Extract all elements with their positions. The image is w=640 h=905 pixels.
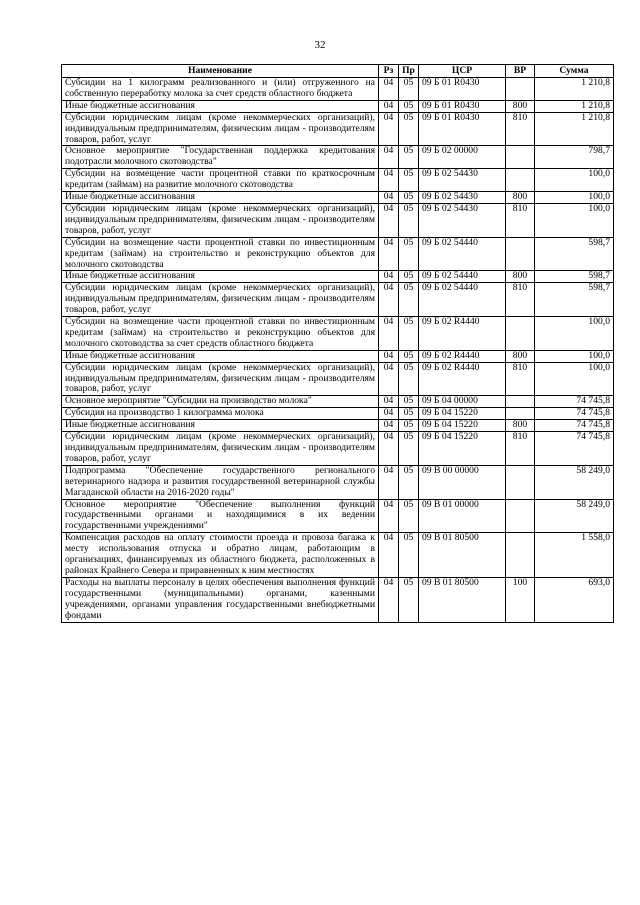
row-pr: 05 — [399, 169, 419, 192]
row-vr: 810 — [506, 362, 535, 396]
row-rz: 04 — [379, 112, 399, 146]
table-row — [62, 408, 614, 420]
row-vr — [506, 465, 535, 499]
row-rz: 04 — [379, 362, 399, 396]
table-row — [62, 271, 614, 283]
row-pr: 05 — [399, 499, 419, 533]
row-name: Иные бюджетные ассигнования — [62, 350, 379, 362]
row-sum: 1 558,0 — [535, 533, 614, 578]
row-csr: 09 Б 04 15220 — [419, 420, 506, 432]
row-name: Расходы на выплаты персоналу в целях обеспечения выполнения функций государственными (муниципальными) органами, казенными учреждениями, органами управления государственными внебюджетными фондами — [62, 577, 379, 622]
row-csr: 09 Б 04 15220 — [419, 408, 506, 420]
row-vr — [506, 317, 535, 351]
row-name: Подпрограмма "Обеспечение государственного регионального ветеринарного надзора и развития государственной ветеринарной службы Магаданской области на 2016-2020 годы" — [62, 465, 379, 499]
row-vr: 810 — [506, 203, 535, 237]
row-rz: 04 — [379, 203, 399, 237]
table-row — [62, 237, 614, 271]
row-vr — [506, 146, 535, 169]
row-name: Субсидии юридическим лицам (кроме некоммерческих организаций), индивидуальным предпринимателям, физическим лицам - производителям товаров, работ, услуг — [62, 432, 379, 466]
row-name: Основное мероприятие "Обеспечение выполнения функций государственными органами и находящимися в их ведении государственными учреждениями" — [62, 499, 379, 533]
header-pr: Пр — [399, 65, 419, 78]
row-rz: 04 — [379, 169, 399, 192]
table-row — [62, 465, 614, 499]
row-name: Компенсация расходов на оплату стоимости проезда и провоза багажа к месту использования отпуска и обратно лицам, работающим в организациях, финансируемых из областного бюджета, расположенных в районах Крайнего Севера и приравненных к ним местностях — [62, 533, 379, 578]
row-sum: 598,7 — [535, 283, 614, 317]
row-vr: 810 — [506, 432, 535, 466]
row-sum: 58 249,0 — [535, 499, 614, 533]
row-sum: 100,0 — [535, 317, 614, 351]
budget-table — [61, 64, 614, 623]
row-sum: 100,0 — [535, 362, 614, 396]
row-pr: 05 — [399, 78, 419, 101]
row-sum: 74 745,8 — [535, 408, 614, 420]
row-vr — [506, 533, 535, 578]
row-rz: 04 — [379, 499, 399, 533]
row-csr: 09 Б 02 R4440 — [419, 317, 506, 351]
row-sum: 100,0 — [535, 169, 614, 192]
row-vr: 800 — [506, 192, 535, 204]
row-name: Субсидия на производство 1 килограмма молока — [62, 408, 379, 420]
table-row — [62, 100, 614, 112]
row-name: Субсидии на возмещение части процентной ставки по краткосрочным кредитам (займам) на развитие молочного скотоводства — [62, 169, 379, 192]
table-row — [62, 432, 614, 466]
row-sum: 1 210,8 — [535, 112, 614, 146]
header-name: Наименование — [62, 65, 379, 78]
row-sum: 598,7 — [535, 271, 614, 283]
table-row — [62, 146, 614, 169]
row-vr: 810 — [506, 283, 535, 317]
row-name: Субсидии на возмещение части процентной ставки по инвестиционным кредитам (займам) на строительство и реконструкцию объектов для молочного скотоводства — [62, 237, 379, 271]
row-pr: 05 — [399, 271, 419, 283]
table-row — [62, 283, 614, 317]
row-sum: 58 249,0 — [535, 465, 614, 499]
table-body — [62, 78, 614, 623]
row-pr: 05 — [399, 432, 419, 466]
row-name: Иные бюджетные ассигнования — [62, 192, 379, 204]
row-csr: 09 Б 01 R0430 — [419, 112, 506, 146]
table-row — [62, 350, 614, 362]
row-pr: 05 — [399, 577, 419, 622]
table-row — [62, 192, 614, 204]
row-name: Субсидии юридическим лицам (кроме некоммерческих организаций), индивидуальным предпринимателям, физическим лицам - производителям товаров, работ, услуг — [62, 362, 379, 396]
row-sum: 1 210,8 — [535, 78, 614, 101]
header-rz: Рз — [379, 65, 399, 78]
row-csr: 09 В 01 00000 — [419, 499, 506, 533]
row-sum: 74 745,8 — [535, 420, 614, 432]
table-header-row — [62, 65, 614, 78]
row-vr — [506, 396, 535, 408]
row-pr: 05 — [399, 362, 419, 396]
row-rz: 04 — [379, 100, 399, 112]
row-pr: 05 — [399, 317, 419, 351]
table-row — [62, 533, 614, 578]
header-csr: ЦСР — [419, 65, 506, 78]
row-name: Субсидии юридическим лицам (кроме некоммерческих организаций), индивидуальным предпринимателям, физическим лицам - производителям товаров, работ, услуг — [62, 283, 379, 317]
row-rz: 04 — [379, 237, 399, 271]
row-name: Основное мероприятие "Государственная поддержка кредитования подотрасли молочного скотоводства" — [62, 146, 379, 169]
row-vr: 800 — [506, 420, 535, 432]
row-pr: 05 — [399, 420, 419, 432]
table-row — [62, 169, 614, 192]
row-name: Основное мероприятие "Субсидии на производство молока" — [62, 396, 379, 408]
row-csr: 09 Б 02 00000 — [419, 146, 506, 169]
table-row — [62, 420, 614, 432]
row-sum: 1 210,8 — [535, 100, 614, 112]
row-pr: 05 — [399, 396, 419, 408]
row-rz: 04 — [379, 283, 399, 317]
row-vr: 800 — [506, 350, 535, 362]
table-row — [62, 317, 614, 351]
row-pr: 05 — [399, 283, 419, 317]
row-pr: 05 — [399, 533, 419, 578]
row-pr: 05 — [399, 192, 419, 204]
row-rz: 04 — [379, 408, 399, 420]
row-name: Субсидии юридическим лицам (кроме некоммерческих организаций), индивидуальным предпринимателям, физическим лицам - производителям товаров, работ, услуг — [62, 112, 379, 146]
row-rz: 04 — [379, 432, 399, 466]
row-csr: 09 В 01 80500 — [419, 533, 506, 578]
row-pr: 05 — [399, 146, 419, 169]
row-name: Иные бюджетные ассигнования — [62, 271, 379, 283]
row-csr: 09 В 01 80500 — [419, 577, 506, 622]
row-vr — [506, 78, 535, 101]
row-name: Иные бюджетные ассигнования — [62, 420, 379, 432]
row-sum: 74 745,8 — [535, 432, 614, 466]
row-rz: 04 — [379, 192, 399, 204]
row-vr — [506, 499, 535, 533]
header-sum: Сумма — [535, 65, 614, 78]
row-name: Субсидии на 1 килограмм реализованного и (или) отгруженного на собственную переработку молока за счет средств областного бюджета — [62, 78, 379, 101]
row-csr: 09 Б 02 54440 — [419, 283, 506, 317]
row-sum: 100,0 — [535, 192, 614, 204]
row-sum: 74 745,8 — [535, 396, 614, 408]
row-pr: 05 — [399, 112, 419, 146]
row-csr: 09 Б 01 R0430 — [419, 100, 506, 112]
row-rz: 04 — [379, 317, 399, 351]
row-rz: 04 — [379, 396, 399, 408]
row-sum: 598,7 — [535, 237, 614, 271]
row-vr: 800 — [506, 100, 535, 112]
row-csr: 09 Б 02 54430 — [419, 169, 506, 192]
row-name: Иные бюджетные ассигнования — [62, 100, 379, 112]
row-rz: 04 — [379, 533, 399, 578]
table-row — [62, 112, 614, 146]
row-vr: 810 — [506, 112, 535, 146]
row-pr: 05 — [399, 408, 419, 420]
row-csr: 09 Б 02 54430 — [419, 203, 506, 237]
table-row — [62, 396, 614, 408]
row-rz: 04 — [379, 271, 399, 283]
table-row — [62, 362, 614, 396]
row-rz: 04 — [379, 420, 399, 432]
row-csr: 09 Б 02 54440 — [419, 271, 506, 283]
page-number: 32 — [314, 39, 326, 51]
row-vr: 800 — [506, 271, 535, 283]
row-csr: 09 Б 02 R4440 — [419, 362, 506, 396]
row-rz: 04 — [379, 465, 399, 499]
row-rz: 04 — [379, 146, 399, 169]
row-vr — [506, 408, 535, 420]
row-vr — [506, 169, 535, 192]
row-name: Субсидии на возмещение части процентной ставки по инвестиционным кредитам (займам) на строительство и реконструкцию объектов для молочного скотоводства за счет средств областного бюджета — [62, 317, 379, 351]
row-csr: 09 Б 02 54440 — [419, 237, 506, 271]
row-rz: 04 — [379, 577, 399, 622]
row-pr: 05 — [399, 203, 419, 237]
row-sum: 100,0 — [535, 350, 614, 362]
row-pr: 05 — [399, 237, 419, 271]
row-sum: 693,0 — [535, 577, 614, 622]
row-vr: 100 — [506, 577, 535, 622]
header-vr: ВР — [506, 65, 535, 78]
row-pr: 05 — [399, 350, 419, 362]
row-name: Субсидии юридическим лицам (кроме некоммерческих организаций), индивидуальным предпринимателям, физическим лицам - производителям товаров, работ, услуг — [62, 203, 379, 237]
table-row — [62, 203, 614, 237]
row-rz: 04 — [379, 350, 399, 362]
row-rz: 04 — [379, 78, 399, 101]
table-row — [62, 78, 614, 101]
row-csr: 09 В 00 00000 — [419, 465, 506, 499]
row-csr: 09 Б 04 15220 — [419, 432, 506, 466]
row-csr: 09 Б 02 R4440 — [419, 350, 506, 362]
row-csr: 09 Б 04 00000 — [419, 396, 506, 408]
row-pr: 05 — [399, 465, 419, 499]
row-sum: 100,0 — [535, 203, 614, 237]
row-vr — [506, 237, 535, 271]
row-sum: 798,7 — [535, 146, 614, 169]
table-row — [62, 577, 614, 622]
row-pr: 05 — [399, 100, 419, 112]
row-csr: 09 Б 02 54430 — [419, 192, 506, 204]
table-row — [62, 499, 614, 533]
row-csr: 09 Б 01 R0430 — [419, 78, 506, 101]
